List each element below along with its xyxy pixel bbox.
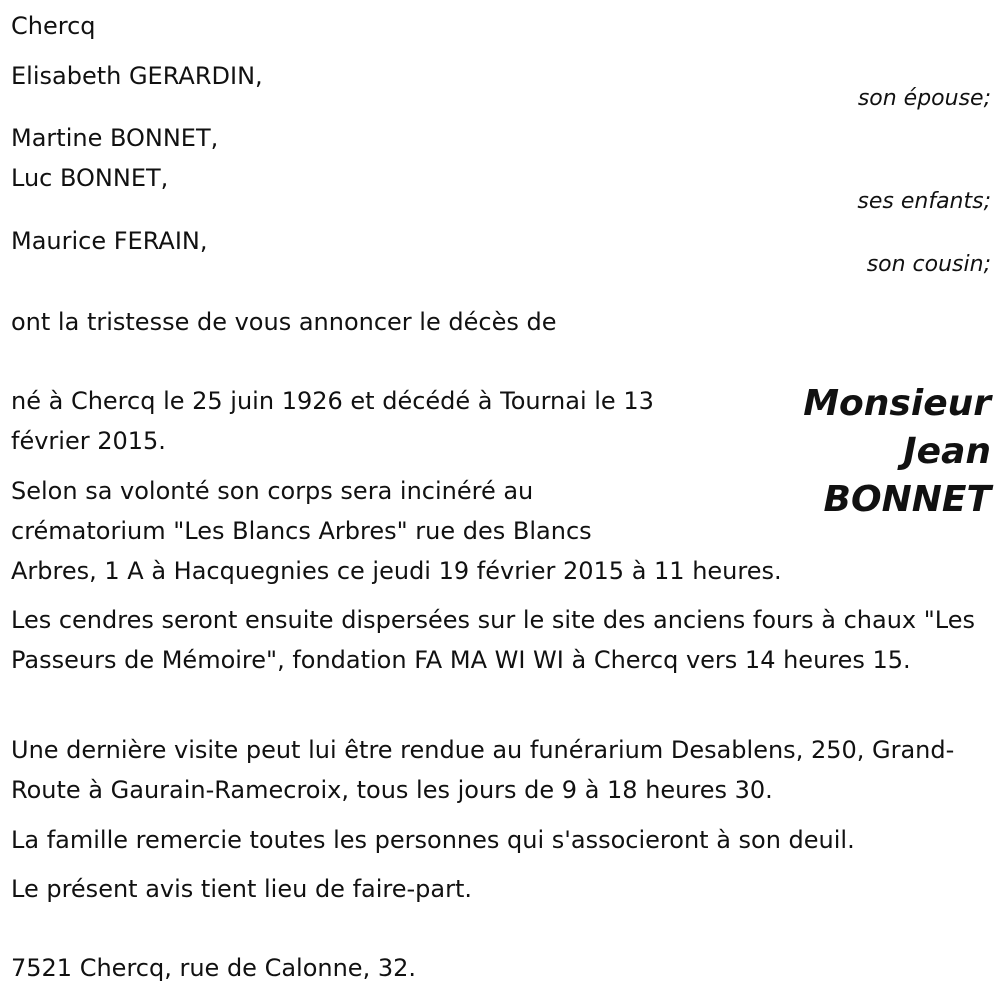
notice-paragraph: Le présent avis tient lieu de faire-part. — [11, 875, 473, 903]
family-member-cousin: Maurice FERAIN, — [11, 227, 208, 255]
village-heading: Chercq — [11, 12, 96, 40]
deceased-first-name: Jean — [903, 431, 991, 472]
role-children: ses enfants; — [857, 189, 991, 214]
deceased-title: Monsieur — [803, 383, 991, 424]
thanks-paragraph: La famille remercie toutes les personnes qui s'associeront à son deuil. — [11, 826, 855, 854]
address-line: 7521 Chercq, rue de Calonne, 32. — [11, 954, 416, 982]
cremation-text: Selon sa volonté son corps sera incinéré au crématorium "Les Blancs Arbres" rue des Blancs — [11, 477, 592, 545]
role-cousin: son cousin; — [866, 252, 991, 277]
role-spouse: son épouse; — [857, 86, 991, 111]
announcement-text: ont la tristesse de vous annoncer le décès de — [11, 308, 557, 336]
family-member-child-1: Martine BONNET, — [11, 124, 219, 152]
deceased-last-name: BONNET — [823, 479, 991, 520]
cremation-paragraph-part2: Arbres, 1 A à Hacquegnies ce jeudi 19 février 2015 à 11 heures. — [11, 557, 782, 585]
birth-death-paragraph: né à Chercq le 25 juin 1926 et décédé à Tournai le 13 février 2015. — [11, 387, 654, 455]
family-member-child-2: Luc BONNET, — [11, 164, 169, 192]
deceased-name — [761, 380, 991, 524]
cremation-paragraph-part1 — [11, 471, 671, 551]
visit-paragraph: Une dernière visite peut lui être rendue au funérarium Desablens, 250, Grand-Route à Gaurain-Ramecroix, tous les jours de 9 à 18 heures 30. — [11, 736, 955, 804]
family-member-spouse: Elisabeth GERARDIN, — [11, 62, 263, 90]
obituary-notice — [11, 0, 991, 1004]
ashes-paragraph: Les cendres seront ensuite dispersées sur le site des anciens fours à chaux "Les Passeurs de Mémoire", fondation FA MA WI WI à Chercq vers 14 heures 15. — [11, 606, 976, 674]
